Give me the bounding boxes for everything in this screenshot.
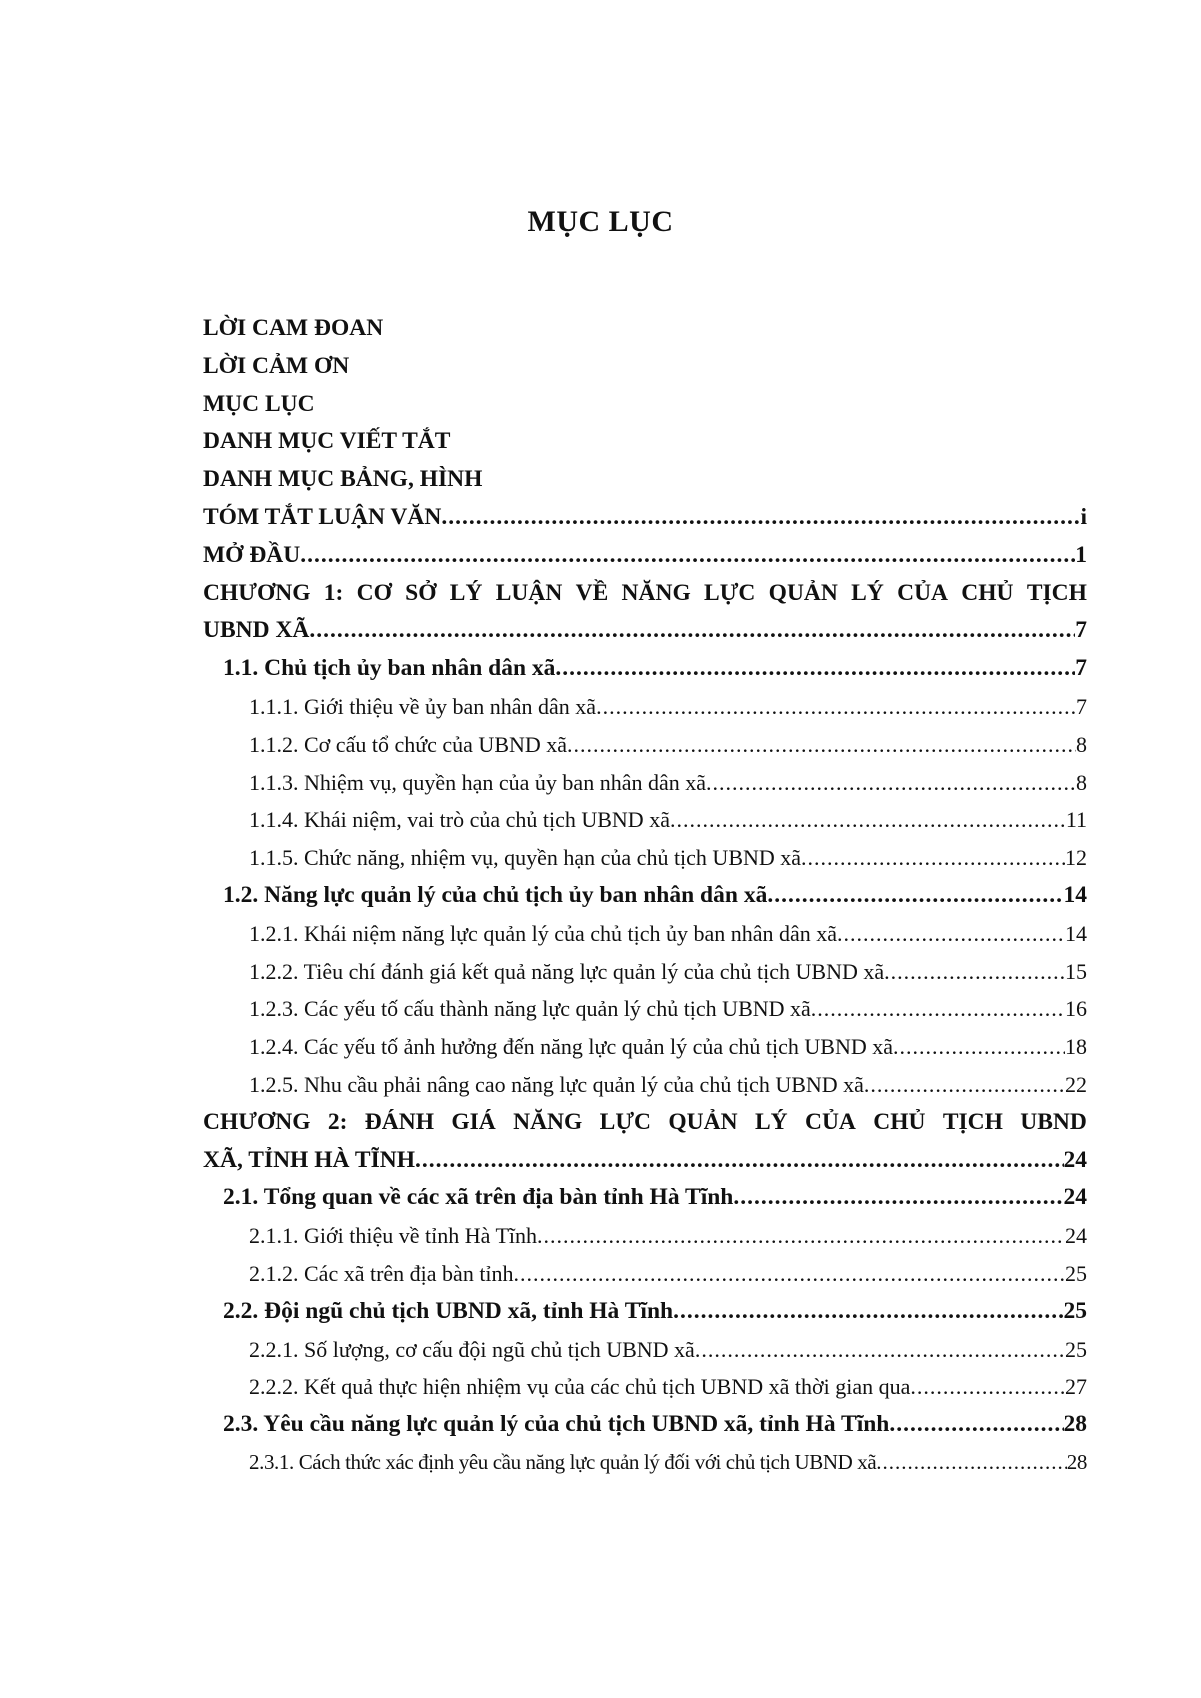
toc-page-number: 1 bbox=[1075, 541, 1087, 568]
toc-entry-subsection bbox=[203, 1331, 1087, 1369]
toc-entry-label: MỞ ĐẦU bbox=[203, 541, 301, 568]
dot-leader bbox=[415, 1142, 1064, 1180]
toc-entry-subsection bbox=[203, 1028, 1087, 1066]
toc-page-number: 18 bbox=[1065, 1034, 1087, 1060]
toc-entry-label: DANH MỤC BẢNG, HÌNH bbox=[203, 466, 483, 493]
dot-leader bbox=[864, 1066, 1065, 1104]
toc-page-number: 25 bbox=[1063, 1297, 1087, 1324]
heading-word: QUẢN bbox=[668, 1108, 738, 1135]
heading-word: CHỦ bbox=[873, 1108, 926, 1135]
toc-page-number: 24 bbox=[1063, 1146, 1087, 1173]
heading-word: SỞ bbox=[405, 579, 437, 606]
toc-entry-label: 1.2.5. Nhu cầu phải nâng cao năng lực quản lý của chủ tịch UBND xã bbox=[249, 1071, 864, 1097]
heading-word: CƠ bbox=[356, 579, 392, 606]
toc-entry-subsection bbox=[203, 1066, 1087, 1104]
toc-entry-label: 2.1.2. Các xã trên địa bàn tỉnh bbox=[249, 1260, 514, 1286]
dot-leader bbox=[300, 537, 1075, 575]
toc-entry-label: 1.2. Năng lực quản lý của chủ tịch ủy ban nhân dân xã bbox=[223, 881, 768, 908]
heading-word: LỰC bbox=[704, 579, 756, 606]
toc-entry-mo-dau bbox=[203, 537, 1087, 575]
toc-entry-label: UBND XÃ bbox=[203, 617, 310, 644]
toc-entry-label: 2.1. Tổng quan về các xã trên địa bàn tỉnh Hà Tĩnh bbox=[223, 1184, 734, 1211]
toc-entry-subsection bbox=[203, 839, 1087, 877]
dot-leader bbox=[596, 688, 1076, 726]
toc-page-number: 14 bbox=[1065, 920, 1087, 946]
table-of-contents bbox=[203, 310, 1087, 1482]
page-title: MỤC LỤC bbox=[527, 205, 674, 238]
heading-word: CHỦ bbox=[961, 579, 1014, 606]
heading-word: LÝ bbox=[449, 579, 483, 606]
toc-page-number: 24 bbox=[1063, 1184, 1087, 1211]
dot-leader bbox=[555, 650, 1075, 688]
dot-leader bbox=[893, 1028, 1065, 1066]
dot-leader bbox=[767, 877, 1063, 915]
toc-entry-subsection bbox=[203, 726, 1087, 764]
toc-page-number: 7 bbox=[1076, 693, 1087, 719]
heading-word: LÝ bbox=[754, 1108, 788, 1135]
toc-entry-subsection bbox=[203, 1255, 1087, 1293]
toc-entry-subsection bbox=[203, 1368, 1087, 1406]
toc-entry-loi-cam-on bbox=[203, 348, 1087, 386]
heading-word: ĐÁNH bbox=[364, 1108, 434, 1135]
toc-entry-label: 1.2.1. Khái niệm năng lực quản lý của chủ tịch ủy ban nhân dân xã bbox=[249, 920, 838, 946]
toc-entry-subsection bbox=[203, 915, 1087, 953]
toc-page-number: 28 bbox=[1063, 1411, 1087, 1438]
heading-word: GIÁ bbox=[451, 1108, 496, 1135]
dot-leader bbox=[706, 764, 1076, 802]
toc-page-number: 22 bbox=[1065, 1071, 1087, 1097]
toc-page-number: 24 bbox=[1065, 1223, 1087, 1249]
toc-entry-label: XÃ, TỈNH HÀ TĨNH bbox=[203, 1146, 415, 1173]
toc-page-number: 16 bbox=[1065, 996, 1087, 1022]
toc-page-number: 7 bbox=[1075, 655, 1087, 682]
toc-page-number: 25 bbox=[1065, 1336, 1087, 1362]
toc-entry-label: 2.2.2. Kết quả thực hiện nhiệm vụ của các chủ tịch UBND xã thời gian qua bbox=[249, 1374, 911, 1400]
heading-word: CỦA bbox=[897, 579, 949, 606]
dot-leader bbox=[441, 499, 1080, 537]
toc-entry-label: LỜI CẢM ƠN bbox=[203, 352, 350, 379]
dot-leader bbox=[514, 1255, 1065, 1293]
dot-leader bbox=[309, 612, 1075, 650]
toc-entry-loi-cam-doan bbox=[203, 310, 1087, 348]
heading-word: LÝ bbox=[851, 579, 884, 606]
toc-entry-label: 2.3.1. Cách thức xác định yêu cầu năng lực quản lý đối với chủ tịch UBND xã bbox=[249, 1449, 877, 1474]
toc-page-number: 8 bbox=[1076, 731, 1087, 757]
toc-page-number: 11 bbox=[1065, 807, 1087, 833]
toc-entry-label: 1.1.1. Giới thiệu về ủy ban nhân dân xã bbox=[249, 693, 597, 719]
toc-entry-label: 1.2.3. Các yếu tố cấu thành năng lực quản lý chủ tịch UBND xã bbox=[249, 996, 811, 1022]
toc-entry-subsection bbox=[203, 990, 1087, 1028]
toc-entry-label: 2.3. Yêu cầu năng lực quản lý của chủ tịch UBND xã, tỉnh Hà Tĩnh bbox=[223, 1411, 890, 1438]
dot-leader bbox=[884, 953, 1065, 991]
toc-entry-subsection bbox=[203, 688, 1087, 726]
toc-entry-label: 1.1. Chủ tịch ủy ban nhân dân xã bbox=[223, 655, 556, 682]
dot-leader bbox=[733, 1179, 1063, 1217]
toc-entry-section bbox=[203, 1406, 1087, 1444]
dot-leader bbox=[673, 1293, 1063, 1331]
toc-entry-label: DANH MỤC VIẾT TẮT bbox=[203, 428, 451, 455]
dot-leader bbox=[837, 915, 1065, 953]
heading-word: LỰC bbox=[599, 1108, 652, 1135]
heading-word: 2: bbox=[327, 1108, 348, 1135]
heading-word: LUẬN bbox=[495, 579, 563, 606]
chapter-2-heading-line1 bbox=[203, 1104, 1087, 1142]
toc-entry-label: 1.1.3. Nhiệm vụ, quyền hạn của ủy ban nhân dân xã bbox=[249, 769, 706, 795]
heading-word: NĂNG bbox=[621, 579, 691, 606]
toc-entry-danh-muc-bang-hinh bbox=[203, 461, 1087, 499]
toc-entry-muc-luc bbox=[203, 386, 1087, 424]
dot-leader bbox=[811, 990, 1065, 1028]
dot-leader bbox=[670, 801, 1066, 839]
toc-entry-section bbox=[203, 1293, 1087, 1331]
dot-leader bbox=[801, 839, 1065, 877]
toc-entry-label: 1.1.4. Khái niệm, vai trò của chủ tịch UBND xã bbox=[249, 807, 670, 833]
toc-entry-subsection bbox=[203, 953, 1087, 991]
toc-entry-label: TÓM TẮT LUẬN VĂN bbox=[203, 503, 442, 530]
toc-page-number: 25 bbox=[1065, 1260, 1087, 1286]
chapter-1-heading-line2 bbox=[203, 612, 1087, 650]
toc-page-number: 27 bbox=[1065, 1374, 1087, 1400]
toc-page-number: 28 bbox=[1066, 1449, 1087, 1474]
dot-leader bbox=[910, 1368, 1065, 1406]
heading-word: NĂNG bbox=[513, 1108, 583, 1135]
dot-leader bbox=[876, 1444, 1067, 1482]
toc-page-number: 7 bbox=[1075, 617, 1087, 644]
toc-entry-section bbox=[203, 650, 1087, 688]
heading-word: UBND bbox=[1020, 1108, 1087, 1135]
heading-word: TỊCH bbox=[1026, 579, 1087, 606]
toc-entry-subsection bbox=[203, 1444, 1087, 1482]
toc-page-number: 12 bbox=[1065, 845, 1087, 871]
toc-entry-section bbox=[203, 877, 1087, 915]
dot-leader bbox=[567, 726, 1076, 764]
dot-leader bbox=[889, 1406, 1063, 1444]
toc-entry-label: 1.1.2. Cơ cấu tổ chức của UBND xã bbox=[249, 731, 568, 757]
toc-entry-subsection bbox=[203, 1217, 1087, 1255]
toc-page-number: 14 bbox=[1063, 881, 1087, 908]
toc-entry-label: 2.1.1. Giới thiệu về tỉnh Hà Tĩnh bbox=[249, 1223, 538, 1249]
heading-word: TỊCH bbox=[942, 1108, 1003, 1135]
chapter-1-heading-line1 bbox=[203, 575, 1087, 613]
heading-word: 1: bbox=[323, 579, 344, 606]
toc-entry-label: LỜI CAM ĐOAN bbox=[203, 315, 384, 341]
heading-word: CHƯƠNG bbox=[203, 579, 311, 606]
toc-entry-subsection bbox=[203, 764, 1087, 802]
toc-page-number: i bbox=[1080, 503, 1087, 530]
dot-leader bbox=[537, 1217, 1065, 1255]
toc-entry-tom-tat-luan-van bbox=[203, 499, 1087, 537]
toc-entry-label: 1.1.5. Chức năng, nhiệm vụ, quyền hạn của chủ tịch UBND xã bbox=[249, 845, 802, 871]
toc-entry-label: 2.2.1. Số lượng, cơ cấu đội ngũ chủ tịch UBND xã bbox=[249, 1336, 695, 1362]
toc-entry-section bbox=[203, 1179, 1087, 1217]
toc-entry-subsection bbox=[203, 801, 1087, 839]
dot-leader bbox=[695, 1331, 1065, 1369]
toc-entry-label: 1.2.4. Các yếu tố ảnh hưởng đến năng lực quản lý của chủ tịch UBND xã bbox=[249, 1034, 893, 1060]
toc-entry-label: MỤC LỤC bbox=[203, 390, 315, 417]
chapter-2-heading-line2 bbox=[203, 1142, 1087, 1180]
toc-page-number: 8 bbox=[1076, 769, 1087, 795]
toc-entry-danh-muc-viet-tat bbox=[203, 423, 1087, 461]
toc-page-number: 15 bbox=[1065, 958, 1087, 984]
heading-word: QUẢN bbox=[768, 579, 838, 606]
heading-word: CHƯƠNG bbox=[203, 1108, 311, 1135]
toc-entry-label: 1.2.2. Tiêu chí đánh giá kết quả năng lực quản lý của chủ tịch UBND xã bbox=[249, 958, 885, 984]
heading-word: VỀ bbox=[575, 579, 609, 606]
heading-word: CỦA bbox=[804, 1108, 856, 1135]
toc-entry-label: 2.2. Đội ngũ chủ tịch UBND xã, tỉnh Hà Tĩnh bbox=[223, 1297, 674, 1324]
